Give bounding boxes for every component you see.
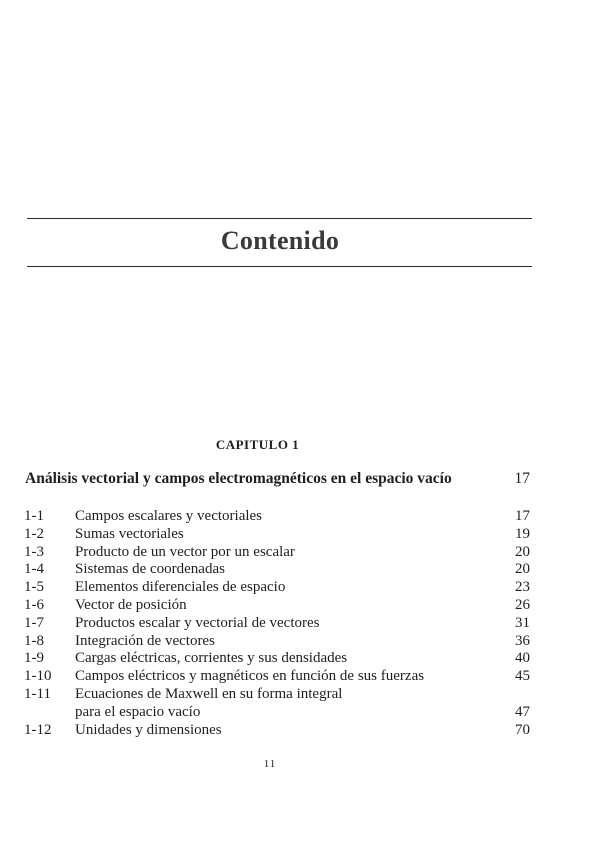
toc-entry[interactable]: [24, 579, 530, 597]
entry-number: 1-9: [24, 650, 44, 667]
page-number: 11: [263, 758, 277, 770]
entry-title: Cargas eléctricas, corrientes y sus densidades: [75, 650, 348, 667]
entry-title: para el espacio vacío: [75, 703, 201, 720]
entry-number: 1-11: [24, 685, 51, 702]
top-rule: [27, 218, 532, 219]
entry-page: 40: [515, 650, 530, 667]
entry-title: Unidades y dimensiones: [75, 721, 222, 738]
entry-page: 47: [515, 703, 530, 720]
entry-number: 1-7: [24, 614, 44, 631]
toc-entry[interactable]: [24, 544, 530, 562]
entry-title: Elementos diferenciales de espacio: [75, 579, 286, 596]
entry-title: Producto de un vector por un escalar: [75, 543, 295, 560]
toc-entry[interactable]: [24, 668, 530, 686]
page-title: Contenido: [220, 226, 340, 255]
toc-entry[interactable]: [24, 526, 530, 544]
entry-number: 1-4: [24, 561, 44, 578]
entry-title: Productos escalar y vectorial de vectores: [75, 614, 320, 631]
entry-page: 31: [515, 614, 530, 631]
entry-title: Ecuaciones de Maxwell en su forma integral: [75, 685, 343, 702]
entry-number: 1-8: [24, 632, 44, 649]
chapter-label: CAPITULO 1: [215, 437, 300, 452]
entry-page: 20: [515, 543, 530, 560]
entry-page: 26: [515, 596, 530, 613]
entry-page: 20: [515, 561, 530, 578]
entry-page: 36: [515, 632, 530, 649]
entry-title: Sumas vectoriales: [75, 525, 184, 542]
entry-number: 1-2: [24, 525, 44, 542]
toc-entry[interactable]: [24, 686, 530, 704]
entry-number: 1-5: [24, 579, 44, 596]
entry-page: [500, 686, 530, 704]
entry-title: Campos escalares y vectoriales: [75, 508, 263, 524]
entry-number: 1-10: [24, 668, 52, 685]
entry-title: Integración de vectores: [75, 632, 215, 649]
chapter-heading[interactable]: [25, 470, 530, 488]
entry-page: 70: [515, 721, 530, 738]
entry-number: 1-1: [24, 508, 44, 524]
entry-title: Sistemas de coordenadas: [75, 561, 225, 578]
entry-number: 1-12: [24, 721, 52, 738]
entry-number: 1-6: [24, 596, 44, 613]
toc-entry[interactable]: [24, 615, 530, 633]
entry-page: 17: [515, 508, 530, 524]
entry-number: 1-3: [24, 543, 44, 560]
toc-entry[interactable]: [24, 722, 530, 740]
entry-title: Campos eléctricos y magnéticos en función de sus fuerzas: [75, 668, 425, 685]
chapter-title: Análisis vectorial y campos electromagnéticos en el espacio vacío: [25, 470, 452, 487]
toc-entry[interactable]: [24, 597, 530, 615]
entry-number: [24, 704, 75, 722]
bottom-rule: [27, 266, 532, 267]
toc-entry[interactable]: [24, 633, 530, 651]
chapter-page: 17: [514, 470, 530, 487]
entry-page: 23: [515, 579, 530, 596]
toc-entry[interactable]: [24, 508, 530, 526]
toc-entry[interactable]: [24, 561, 530, 579]
toc-list: [24, 508, 530, 739]
entry-page: 19: [515, 525, 530, 542]
toc-entry-continuation[interactable]: [24, 704, 530, 722]
entry-page: 45: [515, 668, 530, 685]
entry-title: Vector de posición: [75, 596, 187, 613]
toc-entry[interactable]: [24, 650, 530, 668]
